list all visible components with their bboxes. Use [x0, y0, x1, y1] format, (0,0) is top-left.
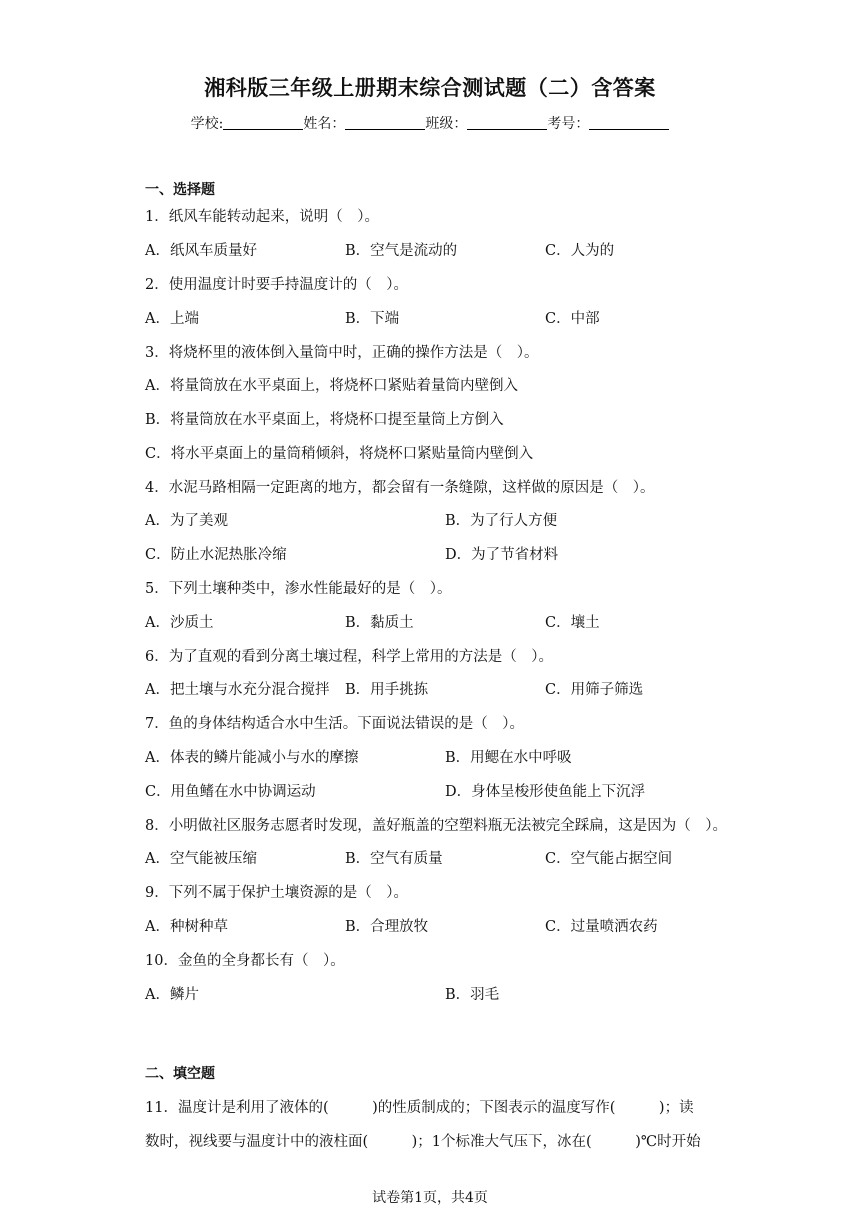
q8-option-c[interactable]: C．空气能占据空间: [545, 851, 673, 867]
section-heading-fill: 二、填空题: [145, 1066, 215, 1082]
q10-option-b[interactable]: B．羽毛: [445, 987, 500, 1003]
q4-option-c[interactable]: C．防止水泥热胀冷缩: [145, 547, 287, 563]
q6-option-a[interactable]: A．把土壤与水充分混合搅拌: [145, 682, 330, 698]
question-9: 9．下列不属于保护土壤资源的是（ ）。: [145, 885, 408, 901]
q8-option-a[interactable]: A．空气能被压缩: [145, 851, 257, 867]
question-1: 1．纸风车能转动起来，说明（ ）。: [145, 209, 379, 225]
q9-option-c[interactable]: C．过量喷洒农药: [545, 919, 658, 935]
q4-option-d[interactable]: D．为了节省材料: [445, 547, 559, 563]
q5-option-b[interactable]: B．黏质土: [345, 615, 414, 631]
q3-option-c[interactable]: C．将水平桌面上的量筒稍倾斜，将烧杯口紧贴量筒内壁倒入: [145, 446, 534, 462]
q5-option-c[interactable]: C．壤土: [545, 615, 600, 631]
class-blank[interactable]: [467, 115, 547, 130]
question-5: 5．下列土壤种类中，渗水性能最好的是（ ）。: [145, 581, 452, 597]
class-label: 班级：: [425, 116, 468, 132]
name-label: 姓名：: [303, 116, 346, 132]
question-7: 7．鱼的身体结构适合水中生活。下面说法错误的是（ ）。: [145, 716, 524, 732]
q6-option-c[interactable]: C．用筛子筛选: [545, 682, 644, 698]
student-info-line: [0, 113, 860, 133]
q7-option-a[interactable]: A．体表的鳞片能减小与水的摩擦: [145, 750, 359, 766]
q7-option-d[interactable]: D．身体呈梭形使鱼能上下沉浮: [445, 784, 646, 800]
q9-option-a[interactable]: A．种树种草: [145, 919, 228, 935]
q8-option-b[interactable]: B．空气有质量: [345, 851, 443, 867]
q4-option-a[interactable]: A．为了美观: [145, 513, 228, 529]
exam-title: 湘科版三年级上册期末综合测试题（二）含答案: [204, 76, 656, 100]
q7-option-c[interactable]: C．用鱼鳍在水中协调运动: [145, 784, 316, 800]
exam-number-blank[interactable]: [589, 115, 669, 130]
name-blank[interactable]: [345, 115, 425, 130]
question-2: 2．使用温度计时要手持温度计的（ ）。: [145, 277, 408, 293]
exam-number-label: 考号：: [547, 116, 590, 132]
q7-option-b[interactable]: B．用鳃在水中呼吸: [445, 750, 572, 766]
question-10: 10．金鱼的全身都长有（ ）。: [145, 953, 345, 969]
school-label: 学校:: [190, 116, 224, 132]
q5-option-a[interactable]: A．沙质土: [145, 615, 214, 631]
section-heading-choice: 一、选择题: [145, 182, 215, 198]
question-11-line-1: 11．温度计是利用了液体的( )的性质制成的；下图表示的温度写作( )；读: [145, 1100, 694, 1116]
school-blank[interactable]: [223, 115, 303, 130]
question-6: 6．为了直观的看到分离土壤过程，科学上常用的方法是（ ）。: [145, 649, 553, 665]
question-4: 4．水泥马路相隔一定距离的地方，都会留有一条缝隙，这样做的原因是（ ）。: [145, 480, 655, 496]
q2-option-b[interactable]: B．下端: [345, 311, 400, 327]
question-8: 8．小明做社区服务志愿者时发现，盖好瓶盖的空塑料瓶无法被完全踩扁，这是因为（ ）。: [145, 818, 727, 834]
q1-option-c[interactable]: C．人为的: [545, 243, 615, 259]
question-3: 3．将烧杯里的液体倒入量筒中时，正确的操作方法是（ ）。: [145, 345, 539, 361]
q1-option-b[interactable]: B．空气是流动的: [345, 243, 458, 259]
q9-option-b[interactable]: B．合理放牧: [345, 919, 429, 935]
q1-option-a[interactable]: A．纸风车质量好: [145, 243, 257, 259]
q2-option-c[interactable]: C．中部: [545, 311, 600, 327]
q10-option-a[interactable]: A．鳞片: [145, 987, 199, 1003]
q3-option-a[interactable]: A．将量筒放在水平桌面上，将烧杯口紧贴着量筒内壁倒入: [145, 378, 518, 394]
q4-option-b[interactable]: B．为了行人方便: [445, 513, 558, 529]
question-11-line-2: 数时，视线要与温度计中的液柱面( )；1个标准大气压下，冰在( )℃时开始: [145, 1134, 701, 1150]
q2-option-a[interactable]: A．上端: [145, 311, 199, 327]
q3-option-b[interactable]: B．将量筒放在水平桌面上，将烧杯口提至量筒上方倒入: [145, 412, 504, 428]
page-footer: 试卷第1页，共4页: [372, 1190, 488, 1206]
q6-option-b[interactable]: B．用手挑拣: [345, 682, 429, 698]
